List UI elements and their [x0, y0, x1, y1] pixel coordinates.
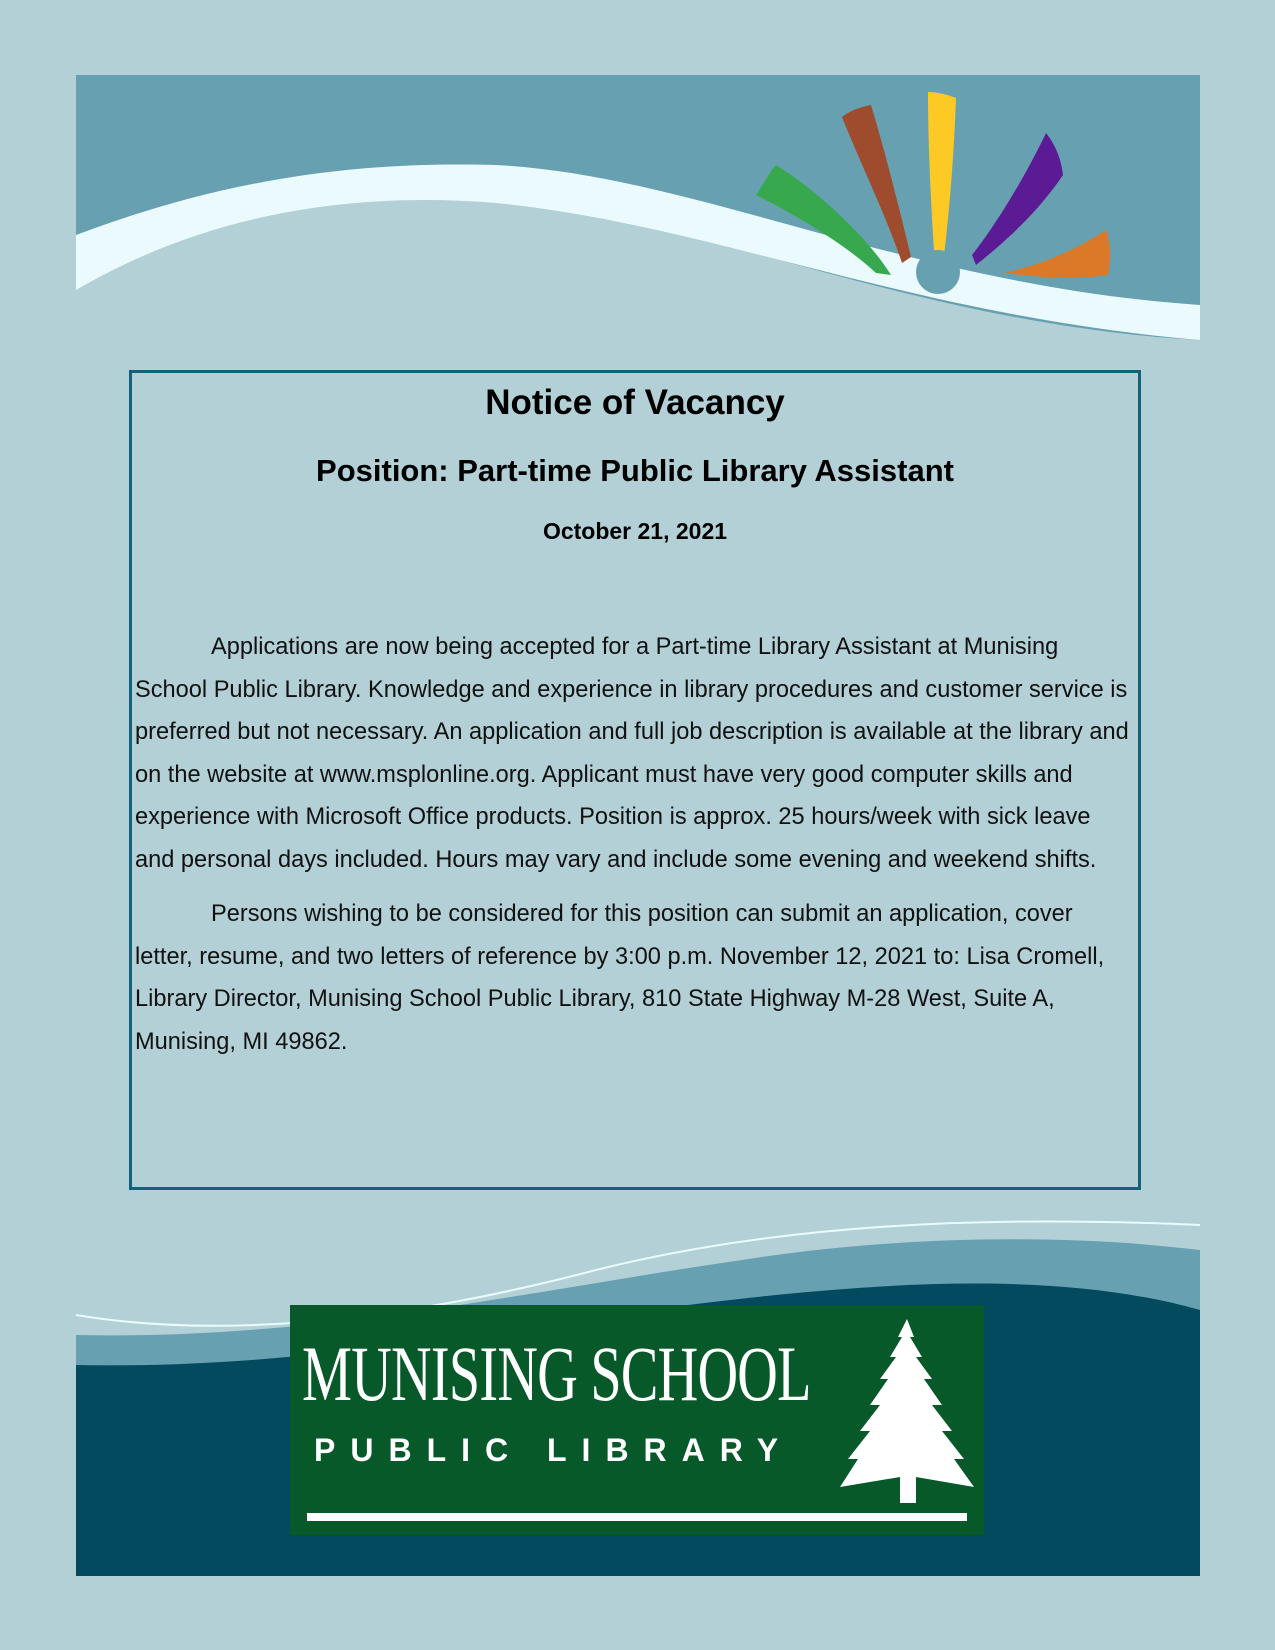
header-banner [76, 75, 1200, 340]
logo-line2: PUBLIC LIBRARY [314, 1432, 794, 1468]
sunburst-center [916, 250, 960, 294]
notice-date: October 21, 2021 [542, 518, 728, 544]
notice-body [135, 626, 1134, 1075]
library-logo [290, 1305, 984, 1535]
logo-line1: MUNISING SCHOOL [302, 1330, 811, 1417]
logo-underline [307, 1513, 967, 1521]
notice-title: Notice of Vacancy [485, 383, 785, 422]
pine-tree-icon [838, 1319, 976, 1505]
notice-box [129, 370, 1141, 1190]
paragraph-application-info: Applications are now being accepted for a Part-time Library Assistant at Munising School Public Library. Knowledge and experience in library procedures and customer service is preferred but not necessary. An application and full job description is available at the library and on the website at www.msplonline.org. Applicant must have very good computer skills and experience with Microsoft Office products. Position is approx. 25 hours/week with sick leave and personal days included. Hours may vary and include some evening and weekend shifts. [135, 634, 1129, 873]
position-heading: Position: Part-time Public Library Assistant [316, 453, 954, 488]
paragraph-submission-info: Persons wishing to be considered for this position can submit an application, cover letter, resume, and two letters of reference by 3:00 p.m. November 12, 2021 to: Lisa Cromell, Library Director, Munising School Public Library, 810 State Highway M-28 West, Suite A, Munising, MI 49862. [135, 901, 1105, 1055]
